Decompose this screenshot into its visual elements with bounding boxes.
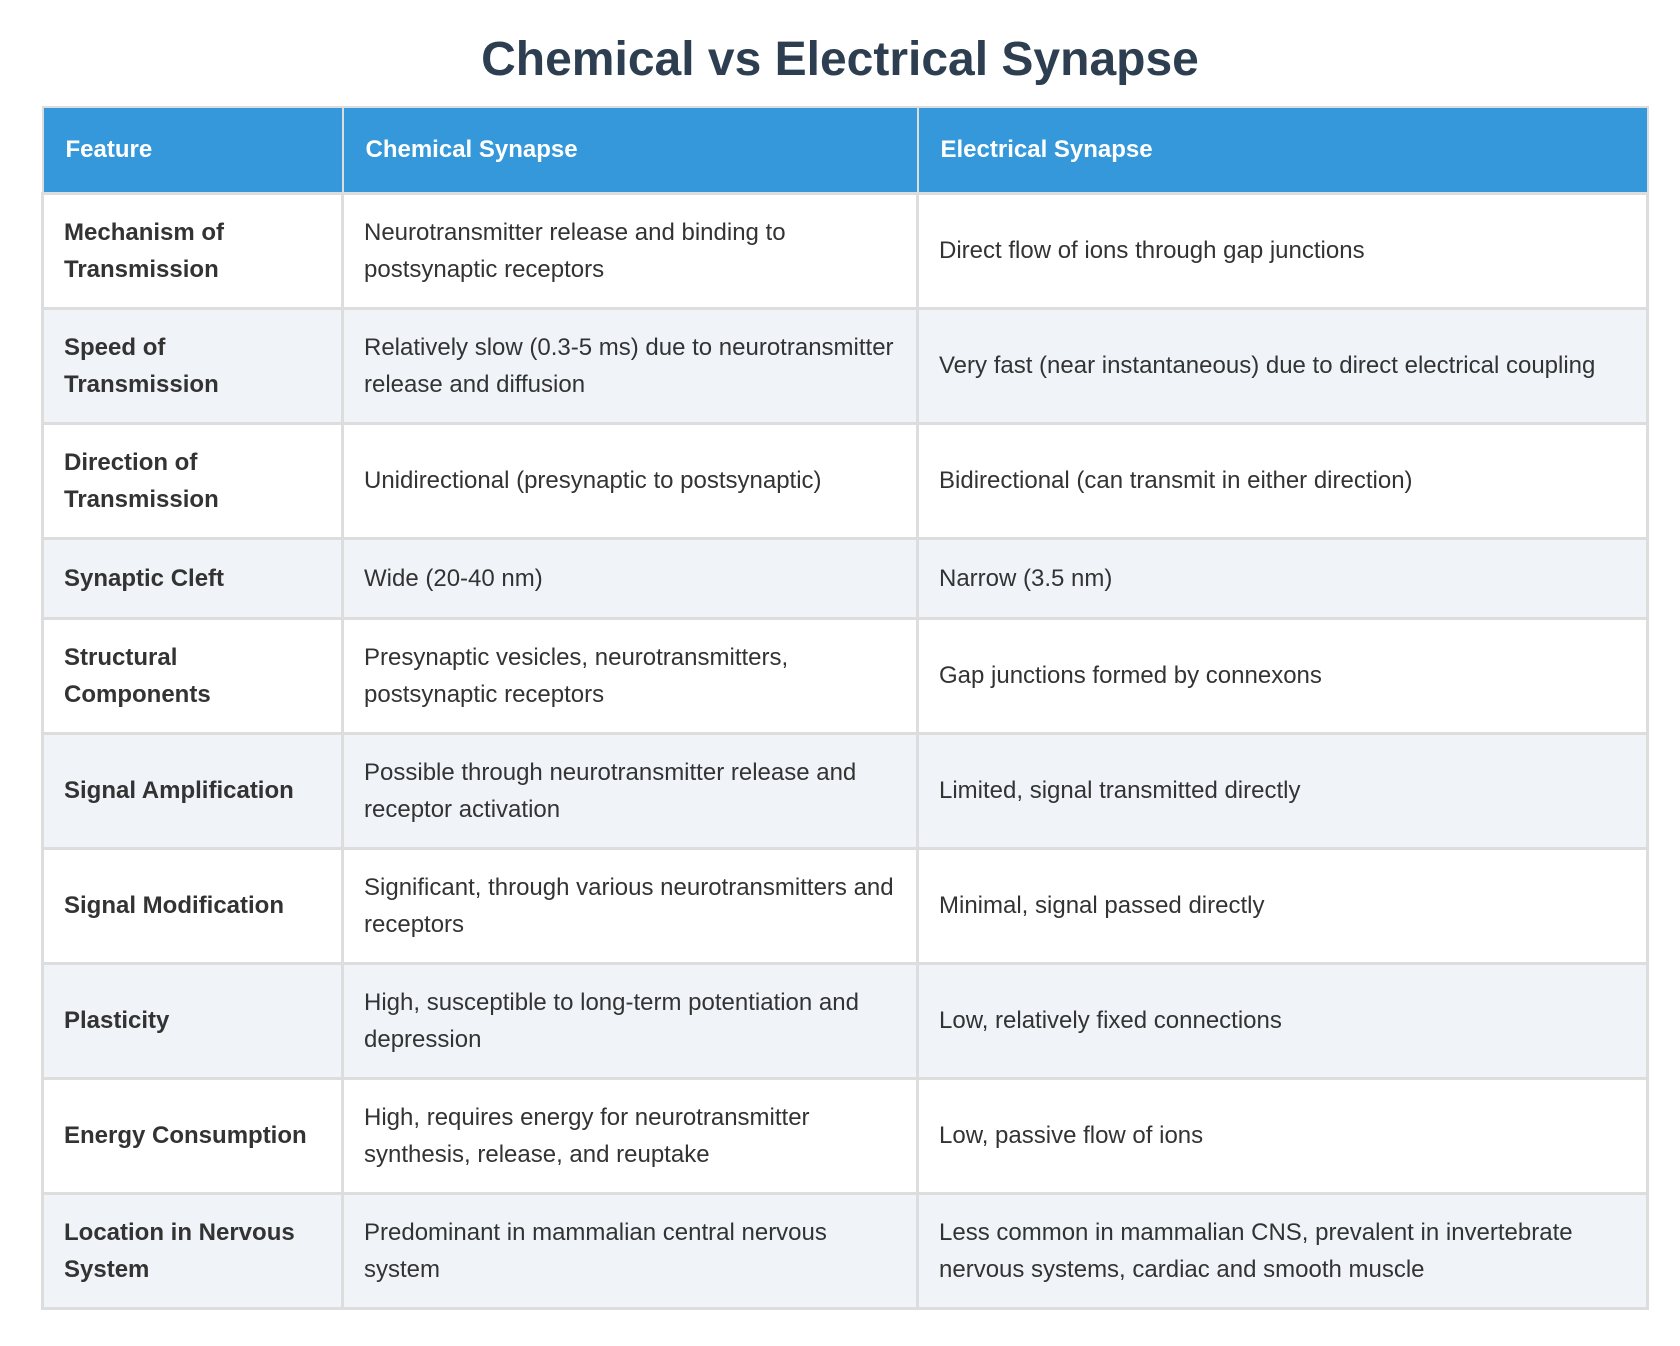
electrical-cell: Low, relatively fixed connections: [918, 963, 1648, 1078]
chemical-cell: Significant, through various neurotransmitters and receptors: [343, 848, 918, 963]
feature-cell: Mechanism of Transmission: [43, 193, 343, 308]
electrical-cell: Limited, signal transmitted directly: [918, 733, 1648, 848]
electrical-cell: Low, passive flow of ions: [918, 1078, 1648, 1193]
table-row: [43, 308, 1648, 423]
table-row: [43, 1193, 1648, 1308]
feature-cell: Synaptic Cleft: [43, 538, 343, 618]
chemical-cell: Presynaptic vesicles, neurotransmitters, postsynaptic receptors: [343, 618, 918, 733]
feature-cell: Signal Modification: [43, 848, 343, 963]
chemical-cell: Relatively slow (0.3-5 ms) due to neurotransmitter release and diffusion: [343, 308, 918, 423]
chemical-cell: Neurotransmitter release and binding to postsynaptic receptors: [343, 193, 918, 308]
table-row: [43, 733, 1648, 848]
feature-cell: Plasticity: [43, 963, 343, 1078]
chemical-cell: Unidirectional (presynaptic to postsynaptic): [343, 423, 918, 538]
electrical-cell: Gap junctions formed by connexons: [918, 618, 1648, 733]
electrical-cell: Direct flow of ions through gap junctions: [918, 193, 1648, 308]
chemical-cell: Possible through neurotransmitter release and receptor activation: [343, 733, 918, 848]
chemical-cell: Predominant in mammalian central nervous system: [343, 1193, 918, 1308]
comparison-table: [41, 106, 1649, 1310]
feature-cell: Structural Components: [43, 618, 343, 733]
chemical-cell: High, susceptible to long-term potentiation and depression: [343, 963, 918, 1078]
electrical-cell: Narrow (3.5 nm): [918, 538, 1648, 618]
electrical-cell: Minimal, signal passed directly: [918, 848, 1648, 963]
electrical-cell: Very fast (near instantaneous) due to direct electrical coupling: [918, 308, 1648, 423]
feature-cell: Location in Nervous System: [43, 1193, 343, 1308]
electrical-cell: Bidirectional (can transmit in either direction): [918, 423, 1648, 538]
table-row: [43, 193, 1648, 308]
chemical-cell: High, requires energy for neurotransmitter synthesis, release, and reuptake: [343, 1078, 918, 1193]
table-row: [43, 963, 1648, 1078]
table-header-row: [43, 107, 1648, 193]
table-row: [43, 848, 1648, 963]
column-header-feature: Feature: [43, 107, 343, 193]
table-row: [43, 1078, 1648, 1193]
feature-cell: Energy Consumption: [43, 1078, 343, 1193]
feature-cell: Direction of Transmission: [43, 423, 343, 538]
column-header-electrical: Electrical Synapse: [918, 107, 1648, 193]
feature-cell: Signal Amplification: [43, 733, 343, 848]
table-row: [43, 423, 1648, 538]
table-row: [43, 538, 1648, 618]
electrical-cell: Less common in mammalian CNS, prevalent in invertebrate nervous systems, cardiac and smooth muscle: [918, 1193, 1648, 1308]
feature-cell: Speed of Transmission: [43, 308, 343, 423]
chemical-cell: Wide (20-40 nm): [343, 538, 918, 618]
page-title: Chemical vs Electrical Synapse: [481, 33, 1199, 86]
column-header-chemical: Chemical Synapse: [343, 107, 918, 193]
table-row: [43, 618, 1648, 733]
